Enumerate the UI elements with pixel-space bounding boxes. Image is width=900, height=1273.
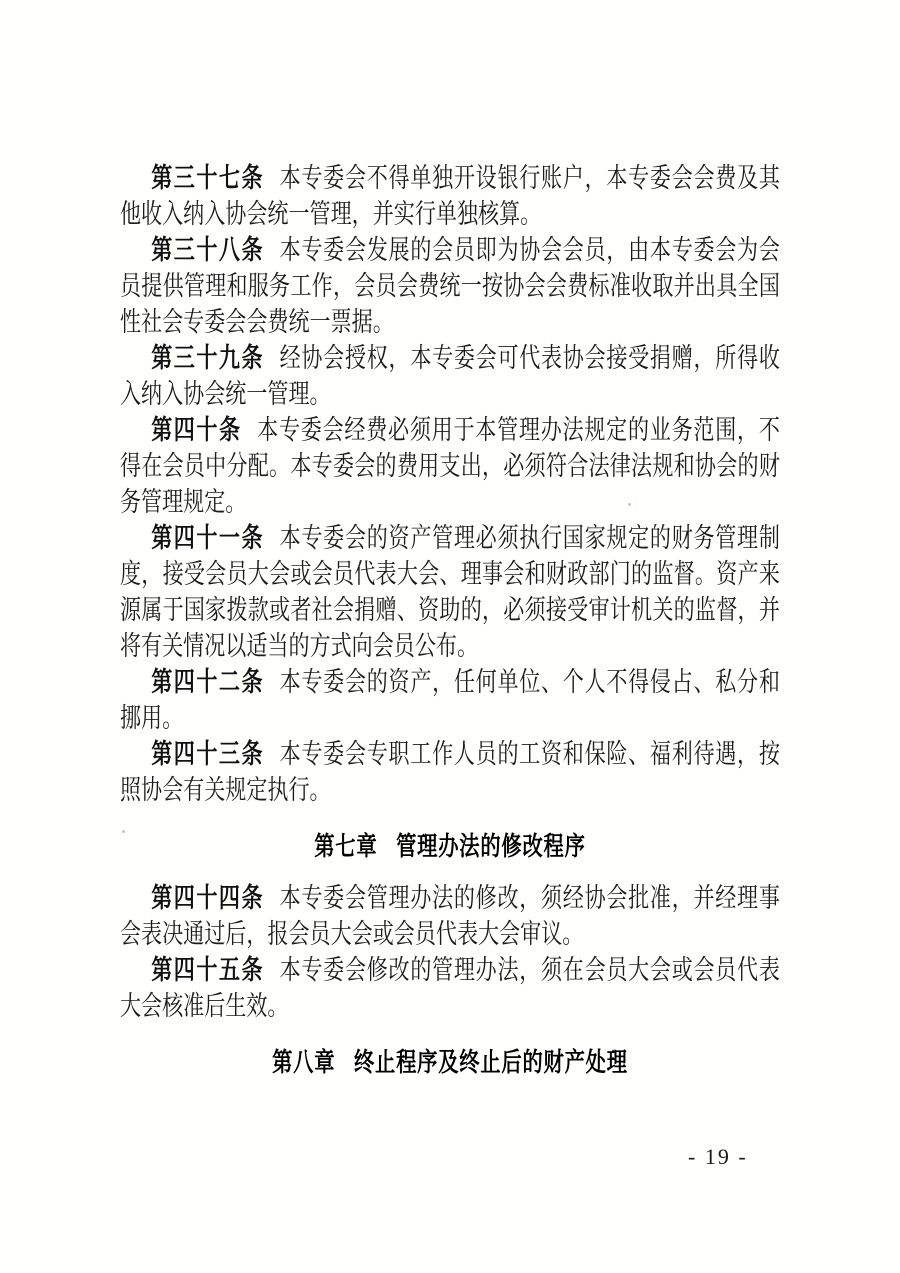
article-number: 第三十八条 xyxy=(151,235,265,265)
article-text: 本专委会不得单独开设银行账户，本专委会会费及其他收入纳入协会统一管理，并实行单独核算。 xyxy=(120,163,780,229)
article-number: 第四十五条 xyxy=(151,955,265,985)
article-paragraph xyxy=(120,520,780,664)
article-text: 本专委会发展的会员即为协会会员，由本专委会为会员提供管理和服务工作，会员会费统一按协会会费标准收取并出具全国性社会专委会会费统一票据。 xyxy=(120,235,780,337)
document-body xyxy=(120,160,780,1096)
chapter-number: 第七章 xyxy=(314,831,378,861)
chapter-heading xyxy=(120,828,780,864)
article-paragraph xyxy=(120,952,780,1024)
article-paragraph xyxy=(120,664,780,736)
scan-speckle xyxy=(122,830,125,833)
article-number: 第四十条 xyxy=(151,415,242,445)
chapter-title: 管理办法的修改程序 xyxy=(396,831,586,861)
article-paragraph xyxy=(120,880,780,952)
chapter-heading xyxy=(120,1044,780,1080)
article-number: 第四十二条 xyxy=(151,667,265,697)
article-number: 第四十四条 xyxy=(151,883,265,913)
article-text: 本专委会修改的管理办法，须在会员大会或会员代表大会核准后生效。 xyxy=(120,955,780,1021)
chapter-number: 第八章 xyxy=(272,1047,336,1077)
article-text: 本专委会的资产管理必须执行国家规定的财务管理制度，接受会员大会或会员代表大会、理事会和财政部门的监督。资产来源属于国家拨款或者社会捐赠、资助的，必须接受审计机关的监督，并将有关情况以适当的方式向会员公布。 xyxy=(120,523,780,661)
article-paragraph xyxy=(120,412,780,520)
article-number: 第三十七条 xyxy=(151,163,265,193)
article-number: 第三十九条 xyxy=(151,343,265,373)
article-number: 第四十一条 xyxy=(151,523,265,553)
page-number: - 19 - xyxy=(688,1144,748,1169)
article-paragraph xyxy=(120,232,780,340)
article-paragraph xyxy=(120,736,780,808)
article-paragraph xyxy=(120,340,780,412)
article-number: 第四十三条 xyxy=(151,739,265,769)
article-text: 本专委会管理办法的修改，须经协会批准，并经理事会表决通过后，报会员大会或会员代表大会审议。 xyxy=(120,883,780,949)
article-text: 本专委会的资产，任何单位、个人不得侵占、私分和挪用。 xyxy=(120,667,780,733)
article-text: 本专委会专职工作人员的工资和保险、福利待遇，按照协会有关规定执行。 xyxy=(120,739,780,805)
chapter-title: 终止程序及终止后的财产处理 xyxy=(354,1047,628,1077)
scan-speckle xyxy=(628,503,631,506)
article-text: 经协会授权，本专委会可代表协会接受捐赠，所得收入纳入协会统一管理。 xyxy=(120,343,780,409)
article-paragraph xyxy=(120,160,780,232)
article-text: 本专委会经费必须用于本管理办法规定的业务范围，不得在会员中分配。本专委会的费用支出，必须符合法律法规和协会的财务管理规定。 xyxy=(120,415,780,517)
